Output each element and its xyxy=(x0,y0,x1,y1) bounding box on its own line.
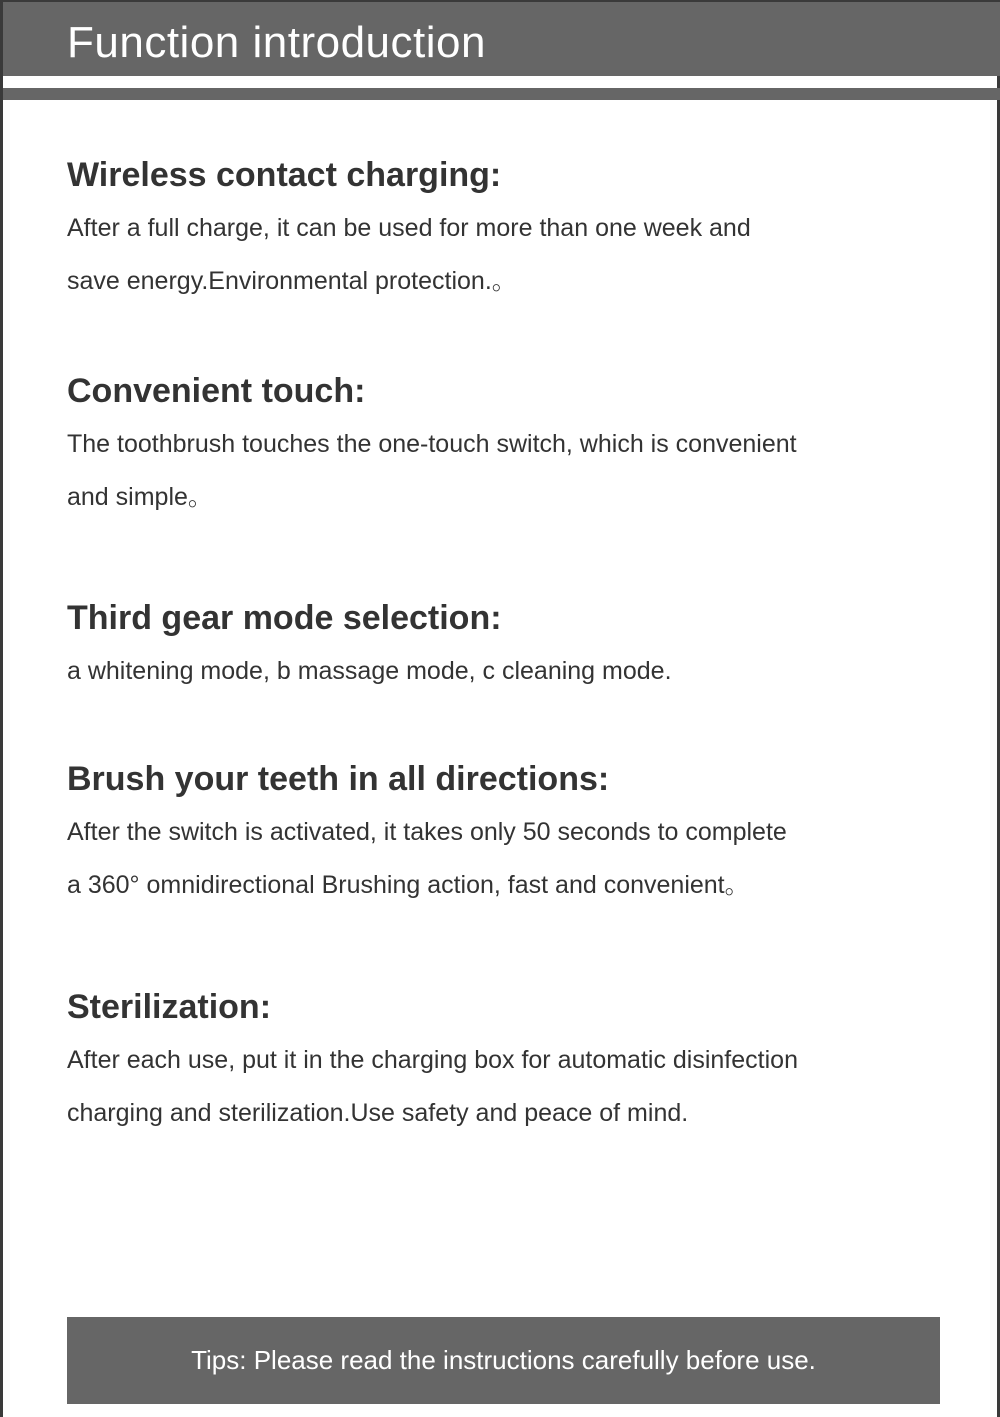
description-line: charging and sterilization.Use safety and peace of mind. xyxy=(67,1099,689,1127)
description-line: and simple。 xyxy=(67,483,213,511)
section-gear-mode xyxy=(67,597,947,698)
section-heading: Sterilization: xyxy=(67,988,272,1026)
section-heading: Brush your teeth in all directions: xyxy=(67,760,610,798)
section-description xyxy=(67,645,947,698)
description-line: The toothbrush touches the one-touch switch, which is convenient xyxy=(67,430,797,458)
description-line: After the switch is activated, it takes only 50 seconds to complete xyxy=(67,818,787,846)
section-description xyxy=(67,202,947,308)
section-heading: Convenient touch: xyxy=(67,372,366,410)
title-bar xyxy=(3,0,1000,76)
description-line: a whitening mode, b massage mode, c cleaning mode. xyxy=(67,657,672,685)
section-description xyxy=(67,806,947,912)
title-divider xyxy=(3,88,1000,100)
tips-banner xyxy=(67,1317,940,1404)
description-line: After a full charge, it can be used for more than one week and xyxy=(67,214,751,242)
section-heading: Third gear mode selection: xyxy=(67,599,502,637)
section-description xyxy=(67,418,947,524)
page-title: Function introduction xyxy=(67,18,486,67)
description-line: After each use, put it in the charging box for automatic disinfection xyxy=(67,1046,798,1074)
section-all-directions xyxy=(67,758,947,912)
section-heading: Wireless contact charging: xyxy=(67,156,502,194)
description-line: a 360° omnidirectional Brushing action, fast and convenient。 xyxy=(67,871,750,899)
section-description xyxy=(67,1034,947,1140)
section-convenient-touch xyxy=(67,370,947,524)
description-line: save energy.Environmental protection.。 xyxy=(67,267,517,295)
tips-text: Tips: Please read the instructions carefully before use. xyxy=(191,1345,816,1375)
section-sterilization xyxy=(67,986,947,1140)
section-wireless-charging xyxy=(67,154,947,308)
